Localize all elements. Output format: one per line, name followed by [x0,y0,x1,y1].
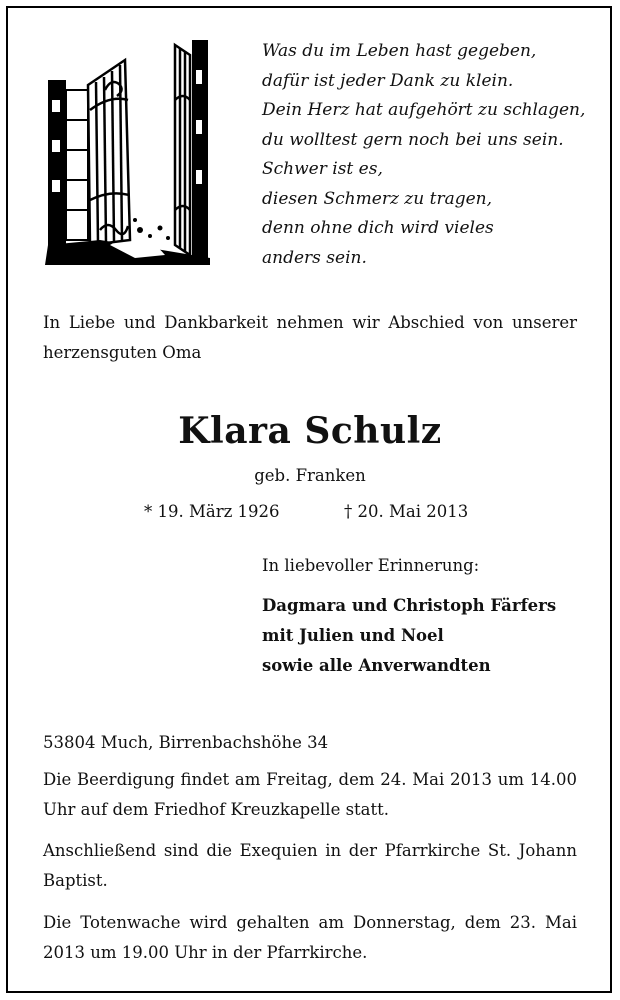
memory-label: In liebevoller Erinnerung: [262,556,480,575]
family-list [262,591,556,681]
death-date: † 20. Mai 2013 [344,502,469,521]
family-line: sowie alle Anverwandten [262,656,491,675]
exequies-info: Anschließend sind die Exequien in der Pfarrkirche St. Johann Baptist. [43,841,577,890]
poem-line: denn ohne dich wird vieles [262,218,494,238]
poem [262,37,586,273]
poem-line: Was du im Leben hast gegeben, [262,41,537,61]
open-gate-illustration [40,40,215,265]
poem-line: dafür ist jeder Dank zu klein. [262,70,514,91]
poem-line: diesen Schmerz zu tragen, [262,188,492,209]
intro-text: In Liebe und Dankbarkeit nehmen wir Abschied von unserer herzensguten Oma [43,313,577,362]
family-line: mit Julien und Noel [262,626,444,645]
funeral-info: Die Beerdigung findet am Freitag, dem 24. Mai 2013 um 14.00 Uhr auf dem Friedhof Kreuzkapelle statt. [43,770,577,819]
birth-date: * 19. März 1926 [144,502,280,521]
poem-line: du wolltest gern noch bei uns sein. [262,129,564,150]
deceased-name: Klara Schulz [178,410,442,452]
family-line: Dagmara und Christoph Färfers [262,596,557,615]
birth-name: geb. Franken [254,466,366,485]
poem-line: Dein Herz hat aufgehört zu schlagen, [262,100,586,120]
address: 53804 Much, Birrenbachshöhe 34 [43,733,329,752]
poem-line: anders sein. [262,247,367,268]
poem-line: Schwer ist es, [262,159,383,179]
wake-info: Die Totenwache wird gehalten am Donnerstag, dem 23. Mai 2013 um 19.00 Uhr in der Pfarrkirche. [43,913,577,962]
